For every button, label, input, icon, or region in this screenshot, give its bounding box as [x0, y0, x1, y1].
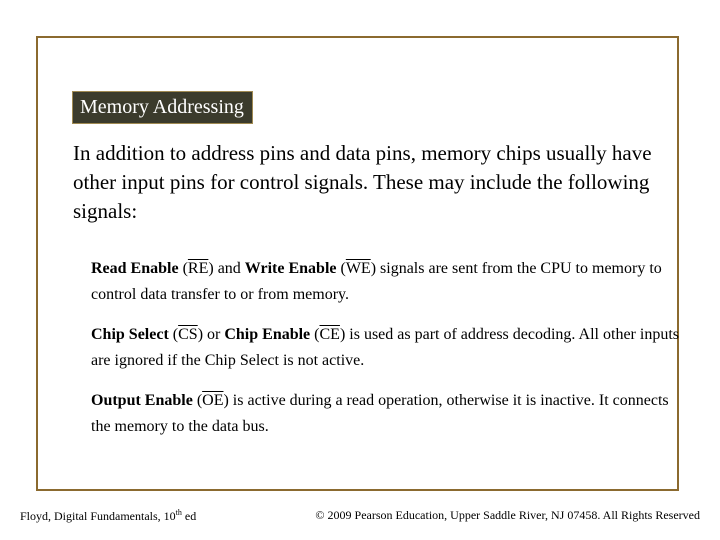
term-read-enable: Read Enable — [91, 260, 179, 277]
intro-paragraph: In addition to address pins and data pins, memory chips usually have other input pins for control signals. These may include the following signals: — [73, 141, 652, 223]
bullet-text: signals are sent from the CPU to memory to control data transfer to or from memory. — [91, 260, 662, 303]
slide-title: Memory Addressing — [72, 91, 253, 124]
bullet-chip-select: Chip Select $(\overline{CS})$ or Chip Enable $(\overline{CE})$ is used as part of address decoding. All other inputs are ignored if the Chip Select is not active. — [91, 326, 679, 369]
term-chip-select: Chip Select — [91, 326, 169, 343]
footer-citation-text: Floyd, Digital Fundamentals, 10 — [20, 509, 176, 523]
footer-copyright: © 2009 Pearson Education, Upper Saddle River, NJ 07458. All Rights Reserved — [315, 508, 700, 522]
bullet-output-enable: Output Enable $(\overline{OE})$ is active during a read operation, otherwise it is inactive. It connects the memory to the data bus. — [91, 392, 669, 435]
bullet-text: is active during a read operation, otherwise it is inactive. It connects the memory to the data bus. — [91, 392, 669, 435]
term-output-enable: Output Enable — [91, 392, 193, 409]
symbol-ce: $\overline{CE}$ — [319, 326, 340, 343]
symbol-oe: $\overline{OE}$ — [202, 392, 224, 409]
bullet-text: is used as part of address decoding. All other inputs are ignored if the Chip Select is not active. — [91, 326, 679, 369]
bullet-read-write-enable: Read Enable $(\overline{RE})$ and Write Enable $(\overline{WE})$ signals are sent from the CPU to memory to control data transfer to or from memory. — [91, 260, 662, 303]
term-chip-enable: Chip Enable — [224, 326, 311, 343]
symbol-cs: $\overline{CS}$ — [178, 326, 198, 343]
footer-citation-sup: th — [175, 508, 182, 517]
footer-citation — [20, 508, 196, 524]
footer-citation-suffix: ed — [181, 509, 197, 523]
term-write-enable: Write Enable — [244, 260, 337, 277]
bullet-connector: or — [203, 326, 225, 343]
bullet-connector: and — [213, 260, 245, 277]
symbol-we: $\overline{WE}$ — [345, 260, 371, 277]
symbol-re: $\overline{RE}$ — [187, 260, 209, 277]
